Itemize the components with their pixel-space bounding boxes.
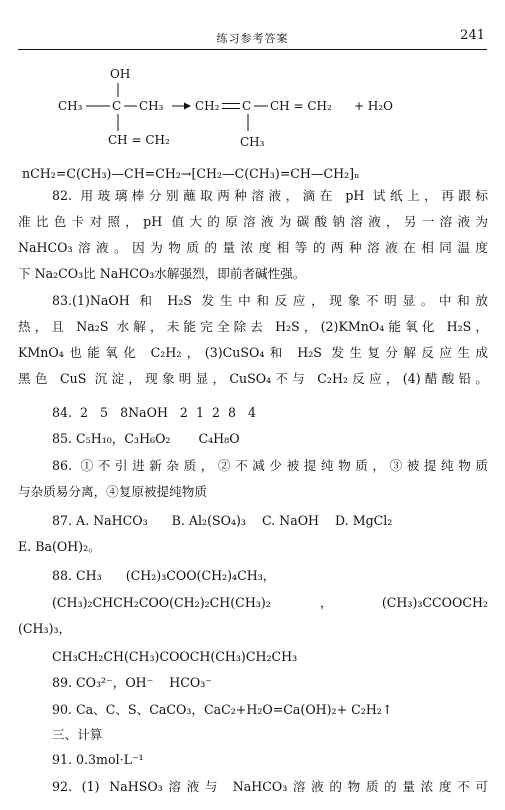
- central-carbon-label: C: [112, 99, 122, 113]
- answer-87-line-2: E. Ba(OH)₂。: [18, 539, 101, 554]
- answer-82-line-2: 准比色卡对照，pH 值大的原溶液为碳酸钠溶液，另一溶液为: [18, 214, 488, 229]
- answer-83-line-4: 黑色 CuS 沉淀，现象明显，CuSO₄不与 C₂H₂反应，(4)醋酸铅。: [18, 371, 488, 386]
- answer-88-line-3: (CH₃)₃，: [18, 621, 72, 636]
- answer-92-line-1: 92. (1) NaHSO₃溶液与 NaHCO₃溶液的物质的量浓度不可: [52, 779, 488, 794]
- page-number: 241: [460, 28, 485, 43]
- answer-83-line-3: KMnO₄也能氧化 C₂H₂，(3)CuSO₄和 H₂S 发生复分解反应生成: [18, 345, 488, 360]
- answer-88-line-1: 88. CH₃ (CH₂)₃COO(CH₂)₄CH₃，: [52, 568, 276, 583]
- answer-88-line-2: (CH₃)₂CHCH₂COO(CH₂)₂CH(CH₃)₂，(CH₃)₃CCOOCH₂: [52, 595, 488, 610]
- reaction-structural-formula: [0, 0, 505, 160]
- product-carbon-label: C: [242, 99, 252, 113]
- answer-85: 85. C₅H₁₀，C₃H₆O₂ C₄H₈O: [52, 431, 240, 446]
- hydroxyl-label: OH: [110, 67, 131, 81]
- answer-86-line-2: 与杂质易分离，④复原被提纯物质: [18, 484, 207, 499]
- product-ch2-label: CH₂: [195, 99, 220, 113]
- answer-82-line-1: 82. 用玻璃棒分别蘸取两种溶液，滴在 pH 试纸上，再跟标: [52, 188, 488, 203]
- product-vinyl-label: CH = CH₂: [270, 99, 332, 113]
- water-product-label: + H₂O: [354, 99, 393, 113]
- answer-89: 89. CO₃²⁻，OH⁻ HCO₃⁻: [52, 675, 212, 690]
- reaction-arrow-icon: [184, 103, 191, 110]
- answer-90: 90. Ca、C、S、CaCO₃，CaC₂+H₂O=Ca(OH)₂+ C₂H₂↑: [52, 702, 393, 717]
- polymerization-equation: nCH₂=C(CH₃)—CH=CH₂→[CH₂—C(CH₃)=CH—CH₂]ₙ: [22, 166, 360, 181]
- vinyl-group-label: CH = CH₂: [108, 133, 170, 147]
- product-methyl-label: CH₃: [240, 135, 265, 149]
- section-heading-calculation: 三、计算: [52, 727, 103, 742]
- answer-84: 84. 2 5 8NaOH 2 1 2 8 4: [52, 405, 257, 420]
- methyl-right-label: CH₃: [139, 99, 164, 113]
- answer-82-line-4: 下 Na₂CO₃比 NaHCO₃水解强烈，即前者碱性强。: [18, 266, 306, 281]
- answer-91: 91. 0.3mol·L⁻¹: [52, 752, 144, 767]
- answer-88-line-4: CH₃CH₂CH(CH₃)COOCH(CH₃)CH₂CH₃: [52, 649, 298, 664]
- answer-87-line-1: 87. A. NaHCO₃ B. Al₂(SO₄)₃ C. NaOH D. MgCl₂: [52, 513, 393, 528]
- answer-83-line-1: 83.(1)NaOH 和 H₂S 发生中和反应，现象不明显。中和放: [52, 293, 488, 308]
- answer-82-line-3: NaHCO₃溶液。因为物质的量浓度相等的两种溶液在相同温度: [18, 240, 488, 255]
- answer-86-line-1: 86. ①不引进新杂质，②不减少被提纯物质，③被提纯物质: [52, 458, 488, 473]
- methyl-left-label: CH₃: [58, 99, 83, 113]
- running-header-title: 练习参考答案: [216, 32, 289, 45]
- answer-83-line-2: 热，且 Na₂S 水解，未能完全除去 H₂S，(2)KMnO₄能氧化 H₂S，: [18, 319, 488, 334]
